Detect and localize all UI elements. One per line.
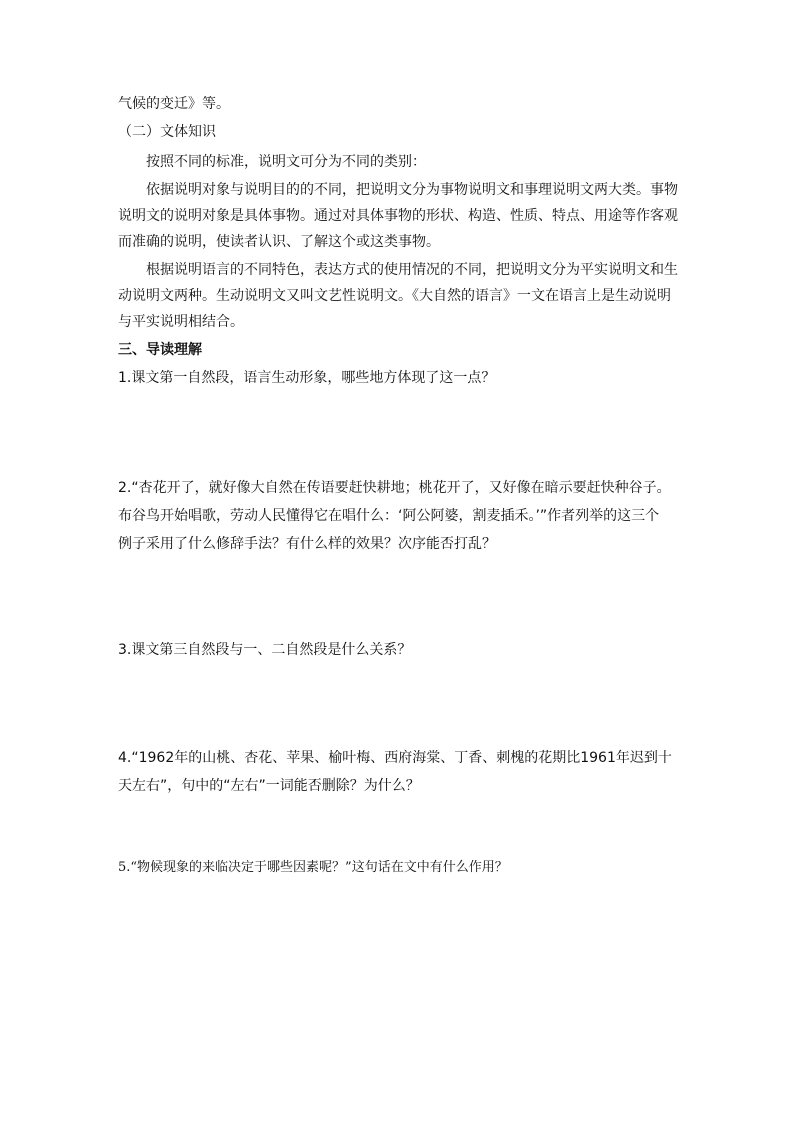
question-2-line: 2.“杏花开了，就好像大自然在传语要赶快耕地；桃花开了，又好像在暗示要赶快种谷子。 (118, 480, 671, 496)
question-4-line: 4.“1962年的山桃、杏花、苹果、榆叶梅、西府海棠、丁香、刺槐的花期比1961年迟到十 (118, 750, 672, 766)
question-5: 5.“物候现象的来临决定于哪些因素呢？”这句话在文中有什么作用？ (118, 860, 508, 875)
section-heading-genre: （二）文体知识 (118, 124, 216, 140)
previous-section-tail: 气候的变迁》等。 (118, 96, 230, 112)
paragraph-line: 根据说明语言的不同特色，表达方式的使用情况的不同，把说明文分为平实说明文和生 (146, 262, 678, 278)
paragraph-line: 与平实说明相结合。 (118, 314, 244, 330)
paragraph-line: 说明文的说明对象是具体事物。通过对具体事物的形状、构造、性质、特点、用途等作客观 (118, 208, 678, 224)
question-2-line: 布谷鸟开始唱歌，劳动人民懂得它在唱什么：‘阿公阿婆，割麦插禾。’”作者列举的这三个 (118, 508, 660, 524)
section-heading-reading: 三、导读理解 (118, 342, 202, 358)
question-4-line: 天左右”，句中的“左右”一词能否删除？为什么？ (118, 778, 420, 794)
paragraph-line: 依据说明对象与说明目的的不同，把说明文分为事物说明文和事理说明文两大类。事物 (146, 182, 678, 198)
paragraph-line: 动说明文两种。生动说明文又叫文艺性说明文。《大自然的语言》一文在语言上是生动说明 (118, 288, 671, 304)
question-3: 3.课文第三自然段与一、二自然段是什么关系？ (118, 642, 412, 658)
question-1: 1.课文第一自然段，语言生动形象，哪些地方体现了这一点？ (118, 370, 496, 386)
paragraph-line: 而准确的说明，使读者认识、了解这个或这类事物。 (118, 234, 440, 250)
question-2-line: 例子采用了什么修辞手法？有什么样的效果？次序能否打乱？ (118, 536, 496, 552)
paragraph-line: 按照不同的标准，说明文可分为不同的类别： (146, 154, 426, 170)
